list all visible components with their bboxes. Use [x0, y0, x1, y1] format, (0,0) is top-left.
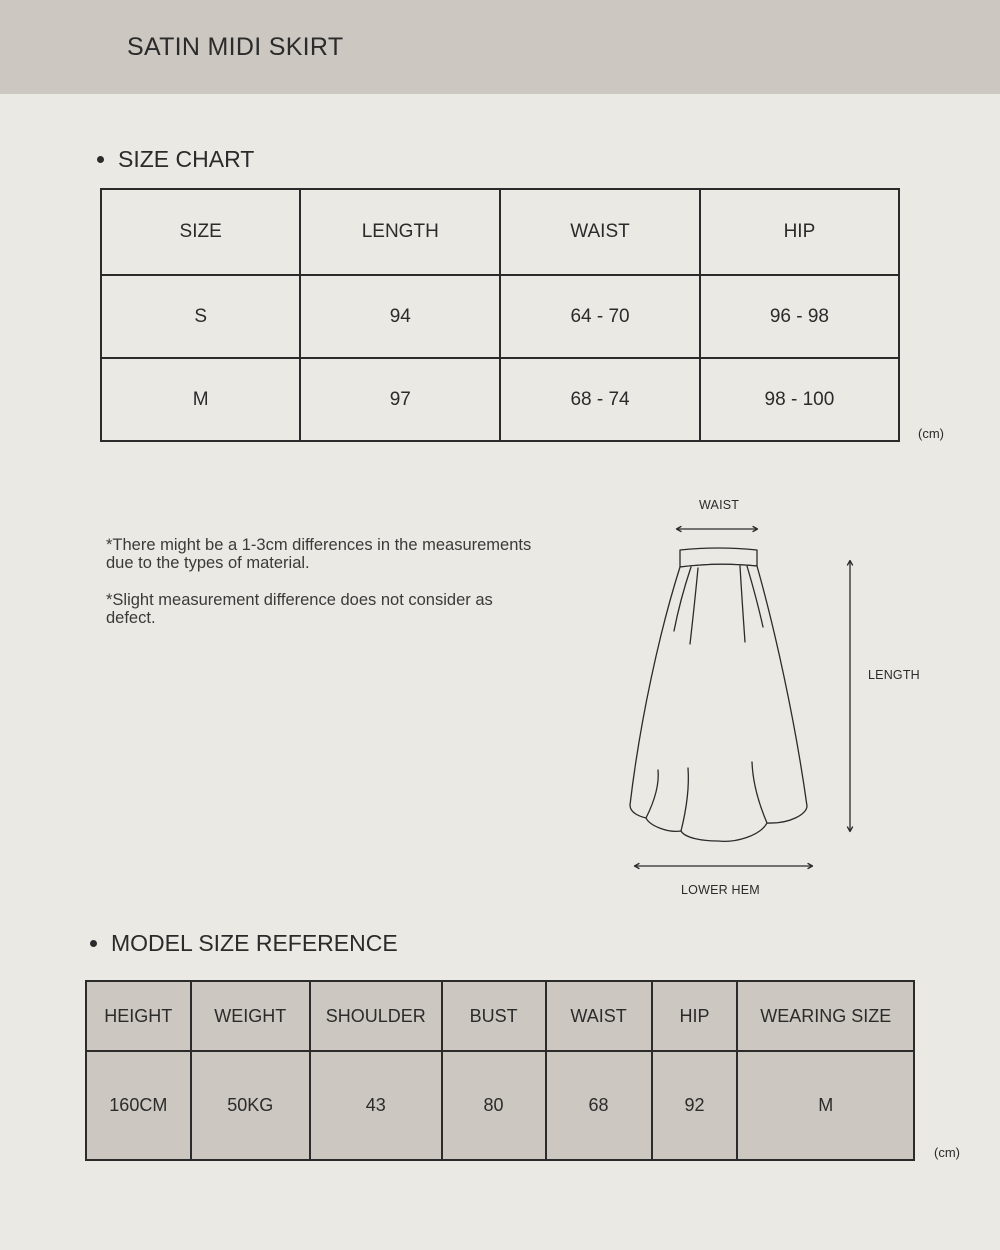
length-arrow-icon: [848, 561, 853, 832]
model-table-unit: (cm): [934, 1145, 960, 1160]
model-size-title: MODEL SIZE REFERENCE: [111, 930, 398, 956]
table-cell: 80: [442, 1051, 546, 1160]
table-cell: 97: [300, 358, 500, 441]
table-row: [101, 358, 899, 441]
size-chart-unit: (cm): [918, 426, 944, 441]
note-text: *There might be a 1-3cm differences in the measurements due to the types of material.: [106, 536, 532, 572]
table-cell: 64 - 70: [500, 275, 700, 358]
column-header: HIP: [700, 189, 899, 275]
table-row: [86, 1051, 914, 1160]
table-cell: 92: [652, 1051, 738, 1160]
column-header: LENGTH: [300, 189, 500, 275]
table-row: [101, 275, 899, 358]
size-chart-title: SIZE CHART: [118, 146, 255, 172]
table-cell: 68: [546, 1051, 652, 1160]
skirt-body-icon: [630, 564, 807, 841]
skirt-diagram: [600, 490, 900, 880]
model-size-table: [85, 980, 915, 1161]
model-size-heading: [90, 930, 398, 957]
column-header: BUST: [442, 981, 546, 1051]
column-header: HEIGHT: [86, 981, 191, 1051]
table-cell: 68 - 74: [500, 358, 700, 441]
column-header: HIP: [652, 981, 738, 1051]
size-chart-table: [100, 188, 900, 442]
column-header: WAIST: [500, 189, 700, 275]
table-cell: 94: [300, 275, 500, 358]
bullet-icon: [90, 940, 97, 947]
table-cell: 96 - 98: [700, 275, 899, 358]
size-chart-heading: [97, 146, 254, 173]
table-cell: 160CM: [86, 1051, 191, 1160]
column-header: SIZE: [101, 189, 300, 275]
header-band: [0, 0, 1000, 94]
waist-label: WAIST: [699, 498, 740, 512]
waist-arrow-icon: [677, 527, 758, 532]
column-header: SHOULDER: [310, 981, 442, 1051]
table-cell: 98 - 100: [700, 358, 899, 441]
table-header-row: [86, 981, 914, 1051]
column-header: WAIST: [546, 981, 652, 1051]
table-header-row: [101, 189, 899, 275]
page-title: SATIN MIDI SKIRT: [127, 33, 344, 61]
lower-hem-label: LOWER HEM: [681, 883, 760, 897]
length-label: LENGTH: [868, 668, 920, 682]
hem-arrow-icon: [635, 864, 813, 869]
column-header: WEARING SIZE: [737, 981, 914, 1051]
table-cell: 43: [310, 1051, 442, 1160]
table-cell: M: [737, 1051, 914, 1160]
column-header: WEIGHT: [191, 981, 310, 1051]
table-cell: 50KG: [191, 1051, 310, 1160]
bullet-icon: [97, 156, 104, 163]
measurement-notes: [106, 536, 536, 646]
table-cell: S: [101, 275, 300, 358]
note-text: *Slight measurement difference does not consider as defect.: [106, 591, 493, 627]
table-cell: M: [101, 358, 300, 441]
